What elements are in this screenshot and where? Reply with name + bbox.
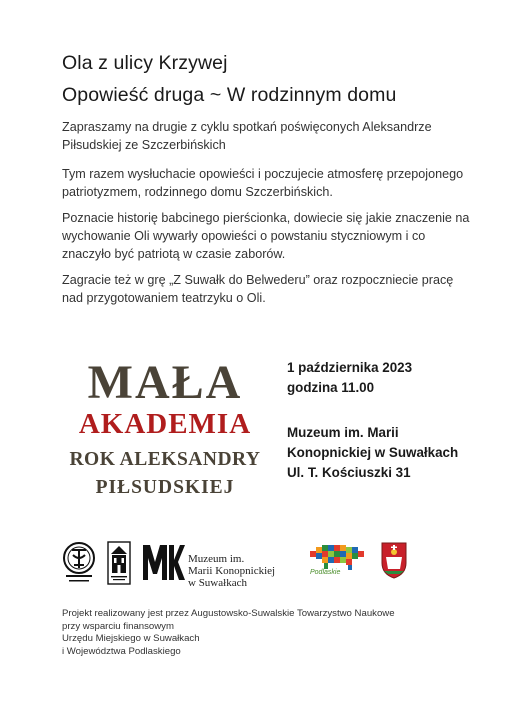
event-datetime (287, 358, 412, 398)
funding-line-2: przy wsparciu finansowym (62, 620, 174, 632)
mk-logo-icon (141, 542, 185, 582)
event-date: 1 października 2023 (287, 360, 413, 375)
logo-line-pilsudskiej: PIŁSUDSKIEJ (95, 477, 235, 498)
paragraph-ring-story: Poznacie historię babcinego pierścionka, dowiecie się jakie znaczenie na wychowanie Oli wywarły opowieści o powstaniu styczniowym i co znaczyło być patriotą w czasie zaborów. (62, 211, 470, 261)
funding-line-4: i Województwa Podlaskiego (62, 645, 181, 657)
podlaskie-label: Podlaskie (310, 569, 341, 576)
museum-name (188, 553, 275, 589)
paragraph-atmosphere: Tym razem wysłuchacie opowieści i poczujecie atmosferę przepojonego patriotyzmem, rodzinnego domu Szczerbińskich. (62, 167, 464, 199)
event-venue (287, 423, 458, 483)
museum-name-line-1: Muzeum im. (188, 553, 245, 565)
funding-line-1: Projekt realizowany jest przez Augustowsko-Suwalskie Towarzystwo Naukowe (62, 608, 395, 619)
suwalki-coat-of-arms-icon (380, 541, 408, 579)
funding-line-3: Urzędu Miejskiego w Suwałkach (62, 633, 200, 644)
venue-address: Ul. T. Kościuszki 31 (287, 465, 411, 480)
event-time: godzina 11.00 (287, 380, 375, 395)
paragraph-game: Zagracie też w grę „Z Suwałk do Belwederu” oraz rozpoczniecie pracę nad przygotowaniem teatrzyku o Oli. (62, 273, 454, 305)
society-emblem-icon (62, 541, 96, 587)
museum-name-line-2: Marii Konopnickiej (188, 565, 276, 577)
paragraph-invitation: Zapraszamy na drugie z cyklu spotkań poświęconych Aleksandrze Piłsudskiej ze Szczerbińskich (62, 120, 432, 152)
logo-line-akademia: AKADEMIA (78, 408, 252, 440)
museum-building-icon (106, 540, 132, 586)
title-line-2: Opowieść druga ~ W rodzinnym domu (62, 84, 397, 106)
museum-name-line-3: w Suwałkach (188, 577, 247, 589)
title-line-1: Ola z ulicy Krzywej (62, 52, 228, 74)
event-series-logo (60, 358, 270, 502)
logo-line-mala: MAŁA (87, 356, 243, 409)
funding-note (62, 608, 395, 658)
logo-line-rok: ROK ALEKSANDRY (69, 449, 261, 470)
venue-line-2: Konopnickiej w Suwałkach (287, 445, 459, 460)
podlaskie-bison-logo-icon (308, 543, 370, 571)
venue-line-1: Muzeum im. Marii (287, 425, 399, 440)
